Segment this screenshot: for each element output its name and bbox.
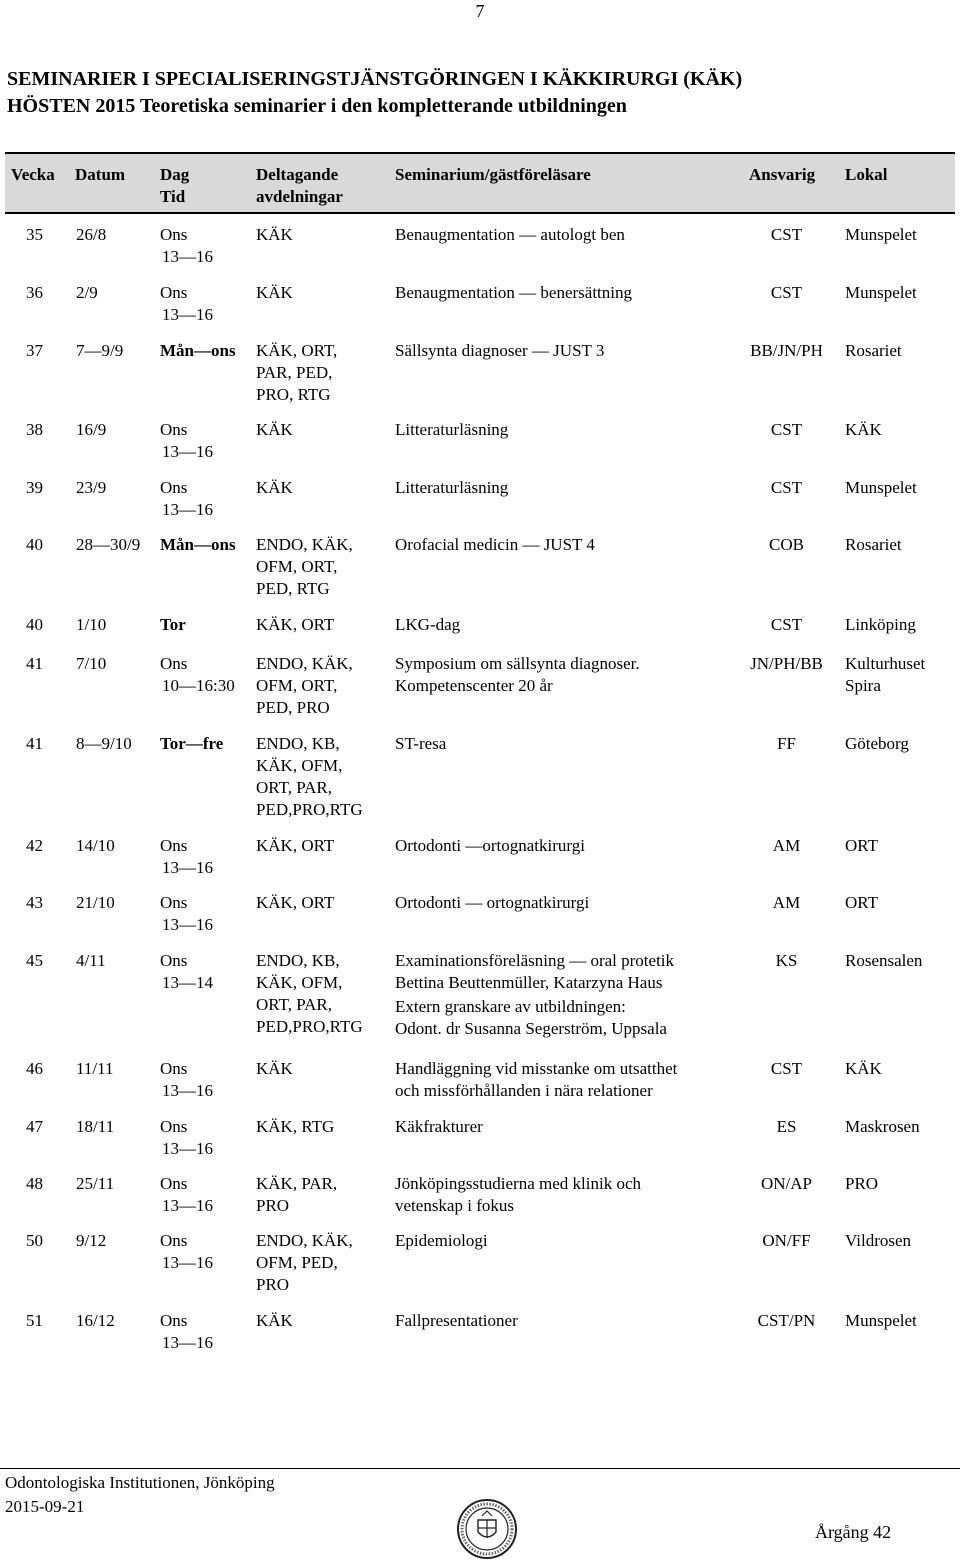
- cell-avdelningar-line: PED,PRO,RTG: [256, 1017, 363, 1036]
- cell-avdelningar-line: PRO, RTG: [256, 385, 331, 404]
- cell-dag-tid-line: Ons: [160, 836, 188, 855]
- cell-avdelningar: [256, 534, 353, 600]
- cell-vecka: [26, 1230, 43, 1252]
- cell-vecka: [26, 653, 43, 675]
- cell-avdelningar-line: KÄK: [256, 1311, 293, 1330]
- cell-datum-line: 18/11: [76, 1117, 115, 1136]
- cell-vecka: [26, 1310, 43, 1332]
- cell-datum-line: 1/10: [76, 615, 107, 634]
- cell-seminarium: [395, 477, 508, 499]
- cell-dag-tid-line: 13—16: [162, 1196, 213, 1215]
- cell-vecka: [26, 534, 43, 556]
- footer-divider: [0, 1468, 960, 1469]
- document-title-line-1: SEMINARIER I SPECIALISERINGSTJÄNSTGÖRINGEN I KÄKKIRURGI (KÄK): [7, 68, 743, 90]
- header-lokal: Lokal: [845, 165, 888, 184]
- cell-datum-line: 7/10: [76, 654, 107, 673]
- cell-dag-tid: [160, 835, 213, 879]
- cell-ansvarig-line: JN/PH/BB: [750, 654, 823, 673]
- cell-vecka: [26, 224, 43, 246]
- cell-ansvarig-line: CST: [770, 420, 803, 439]
- cell-seminarium-line: och missförhållanden i nära relationer: [395, 1081, 653, 1100]
- cell-dag-tid: [160, 534, 236, 556]
- cell-lokal-line: ORT: [845, 893, 878, 912]
- cell-lokal: [845, 1058, 882, 1080]
- cell-dag-tid-line: Ons: [160, 1059, 188, 1078]
- cell-datum-line: 21/10: [76, 893, 115, 912]
- cell-dag-tid: [160, 340, 236, 362]
- cell-dag-tid-line: Mån—ons: [160, 341, 236, 360]
- cell-lokal: [845, 224, 917, 246]
- cell-seminarium-line: Litteraturläsning: [395, 420, 509, 439]
- cell-datum-line: 23/9: [76, 478, 107, 497]
- cell-vecka-line: 47: [26, 1117, 43, 1136]
- cell-vecka: [26, 950, 43, 972]
- cell-datum: [76, 282, 98, 304]
- cell-datum: [76, 224, 106, 246]
- header-datum: Datum: [75, 165, 126, 184]
- cell-lokal: [845, 614, 916, 636]
- cell-seminarium: [395, 733, 446, 755]
- cell-vecka: [26, 340, 43, 362]
- cell-vecka-line: 40: [26, 615, 43, 634]
- cell-lokal: [845, 419, 882, 441]
- cell-vecka-line: 48: [26, 1174, 43, 1193]
- cell-seminarium-line: Bettina Beuttenmüller, Katarzyna Haus: [395, 973, 663, 992]
- cell-avdelningar-line: ENDO, KÄK,: [256, 654, 353, 673]
- cell-ansvarig-line: ON/FF: [762, 1231, 811, 1250]
- cell-dag-tid-line: 13—16: [162, 915, 213, 934]
- cell-datum: [76, 733, 132, 755]
- cell-vecka: [26, 1058, 43, 1080]
- cell-datum: [76, 1310, 115, 1332]
- cell-avdelningar: [256, 1230, 353, 1296]
- cell-vecka-line: 40: [26, 535, 43, 554]
- footer-date: 2015-09-21: [5, 1497, 85, 1516]
- cell-dag-tid-line: Ons: [160, 1231, 188, 1250]
- cell-avdelningar-line: PRO: [256, 1275, 290, 1294]
- header-dag: Dag: [160, 165, 190, 184]
- cell-datum: [76, 892, 115, 914]
- cell-vecka-line: 41: [26, 734, 43, 753]
- header-ansvarig: Ansvarig: [749, 165, 816, 184]
- cell-dag-tid-line: Ons: [160, 1117, 188, 1136]
- cell-avdelningar: [256, 614, 334, 636]
- cell-lokal: [845, 1116, 920, 1138]
- cell-avdelningar: [256, 477, 293, 499]
- cell-lokal-line: KÄK: [845, 420, 882, 439]
- cell-lokal-line: PRO: [845, 1174, 879, 1193]
- cell-seminarium-line: Benaugmentation — autologt ben: [395, 225, 625, 244]
- cell-datum-line: 8—9/10: [76, 734, 132, 753]
- header-seminarium: Seminarium/gästföreläsare: [395, 165, 591, 184]
- cell-dag-tid: [160, 477, 213, 521]
- cell-ansvarig-line: CST: [770, 478, 803, 497]
- cell-dag-tid-line: 13—16: [162, 858, 213, 877]
- cell-avdelningar: [256, 1116, 334, 1138]
- cell-lokal: [845, 733, 909, 755]
- cell-seminarium: [395, 340, 604, 362]
- cell-dag-tid-line: Ons: [160, 1311, 188, 1330]
- cell-dag-tid: [160, 419, 213, 463]
- cell-seminarium-line: Fallpresentationer: [395, 1311, 518, 1330]
- cell-datum: [76, 614, 106, 636]
- cell-datum-line: 16/12: [76, 1311, 115, 1330]
- cell-datum-line: 4/11: [76, 951, 106, 970]
- cell-lokal: [845, 477, 917, 499]
- cell-seminarium-line: Orofacial medicin — JUST 4: [395, 535, 595, 554]
- cell-seminarium-line: Odont. dr Susanna Segerström, Uppsala: [395, 1019, 667, 1038]
- cell-ansvarig: [735, 1230, 838, 1252]
- cell-dag-tid-line: Ons: [160, 225, 188, 244]
- cell-datum-line: 9/12: [76, 1231, 107, 1250]
- cell-ansvarig: [735, 835, 838, 857]
- cell-lokal: [845, 1173, 878, 1195]
- cell-ansvarig: [735, 653, 838, 675]
- cell-avdelningar-line: OFM, ORT,: [256, 676, 338, 695]
- header-tid: Tid: [160, 187, 186, 206]
- cell-ansvarig: [735, 733, 838, 755]
- cell-dag-tid-line: 13—16: [162, 247, 213, 266]
- cell-avdelningar-line: KÄK: [256, 478, 293, 497]
- cell-dag-tid: [160, 1310, 213, 1354]
- cell-vecka: [26, 733, 43, 755]
- cell-lokal: [845, 892, 878, 914]
- cell-dag-tid-line: 13—16: [162, 442, 213, 461]
- cell-avdelningar: [256, 950, 363, 1038]
- cell-lokal: [845, 534, 902, 556]
- cell-avdelningar-line: PED, PRO: [256, 698, 330, 717]
- cell-dag-tid: [160, 1116, 213, 1160]
- cell-avdelningar-line: KÄK: [256, 283, 293, 302]
- cell-dag-tid: [160, 1173, 213, 1217]
- cell-lokal-line: Rosariet: [845, 535, 902, 554]
- cell-seminarium-line: Ortodonti —ortognatkirurgi: [395, 836, 585, 855]
- cell-vecka: [26, 282, 43, 304]
- cell-vecka-line: 42: [26, 836, 43, 855]
- cell-ansvarig: [735, 477, 838, 499]
- cell-seminarium: [395, 224, 625, 246]
- cell-seminarium-line: vetenskap i fokus: [395, 1196, 514, 1215]
- cell-avdelningar-line: PAR, PED,: [256, 363, 333, 382]
- cell-ansvarig: [735, 614, 838, 636]
- cell-vecka-line: 50: [26, 1231, 43, 1250]
- cell-lokal-line: Munspelet: [845, 478, 917, 497]
- cell-dag-tid-line: 10—16:30: [162, 676, 235, 695]
- cell-seminarium: [395, 1173, 641, 1217]
- cell-dag-tid: [160, 614, 186, 636]
- cell-lokal-line: Munspelet: [845, 283, 917, 302]
- cell-vecka: [26, 1116, 43, 1138]
- cell-lokal-line: KÄK: [845, 1059, 882, 1078]
- cell-datum: [76, 835, 115, 857]
- cell-datum-line: 16/9: [76, 420, 107, 439]
- cell-dag-tid: [160, 224, 213, 268]
- cell-ansvarig-line: CST: [770, 225, 803, 244]
- footer-institution: Odontologiska Institutionen, Jönköping: [5, 1473, 275, 1492]
- cell-ansvarig: [735, 282, 838, 304]
- cell-ansvarig-line: CST/PN: [757, 1311, 816, 1330]
- cell-datum-line: 11/11: [76, 1059, 114, 1078]
- cell-avdelningar-line: KÄK, ORT,: [256, 341, 338, 360]
- cell-lokal-line: Munspelet: [845, 1311, 917, 1330]
- cell-dag-tid-line: Ons: [160, 1174, 188, 1193]
- table-header: [5, 152, 955, 214]
- cell-ansvarig: [735, 340, 838, 362]
- cell-avdelningar: [256, 1058, 293, 1080]
- cell-vecka-line: 41: [26, 654, 43, 673]
- cell-ansvarig-line: CST: [770, 1059, 803, 1078]
- cell-dag-tid-line: Mån—ons: [160, 535, 236, 554]
- cell-datum: [76, 534, 140, 556]
- cell-dag-tid: [160, 892, 213, 936]
- cell-dag-tid-line: 13—16: [162, 1253, 213, 1272]
- cell-avdelningar-line: KÄK, ORT: [256, 615, 335, 634]
- cell-seminarium-line: LKG-dag: [395, 615, 461, 634]
- cell-datum-line: 28—30/9: [76, 535, 141, 554]
- institution-seal-icon: [456, 1498, 518, 1560]
- cell-avdelningar-line: PED, RTG: [256, 579, 330, 598]
- cell-datum-line: 14/10: [76, 836, 115, 855]
- cell-avdelningar-line: PRO: [256, 1196, 290, 1215]
- cell-avdelningar: [256, 340, 337, 406]
- cell-avdelningar-line: KÄK: [256, 420, 293, 439]
- cell-lokal-line: Rosariet: [845, 341, 902, 360]
- cell-lokal-line: Rosensalen: [845, 951, 923, 970]
- cell-ansvarig-line: CST: [770, 283, 803, 302]
- cell-datum: [76, 1058, 113, 1080]
- document-title-line-2: HÖSTEN 2015 Teoretiska seminarier i den kompletterande utbildningen: [7, 95, 627, 117]
- cell-avdelningar: [256, 224, 293, 246]
- cell-datum-line: 7—9/9: [76, 341, 124, 360]
- cell-lokal: [845, 1310, 917, 1332]
- cell-dag-tid-line: 13—14: [162, 973, 213, 992]
- cell-avdelningar-line: ENDO, KÄK,: [256, 535, 353, 554]
- cell-vecka-line: 46: [26, 1059, 43, 1078]
- cell-seminarium-line: Ortodonti — ortognatkirurgi: [395, 893, 590, 912]
- cell-dag-tid: [160, 282, 213, 326]
- cell-seminarium: [395, 534, 595, 556]
- cell-ansvarig: [735, 1173, 838, 1195]
- cell-lokal-line: Linköping: [845, 615, 916, 634]
- cell-lokal: [845, 835, 878, 857]
- cell-dag-tid-line: Ons: [160, 283, 188, 302]
- cell-datum: [76, 1173, 114, 1195]
- cell-dag-tid-line: Ons: [160, 654, 188, 673]
- cell-avdelningar: [256, 1310, 293, 1332]
- cell-dag-tid: [160, 1230, 213, 1274]
- cell-datum: [76, 419, 106, 441]
- cell-lokal: [845, 1230, 911, 1252]
- cell-avdelningar-line: OFM, ORT,: [256, 557, 338, 576]
- cell-vecka-line: 39: [26, 478, 43, 497]
- cell-dag-tid: [160, 653, 235, 697]
- cell-ansvarig-line: BB/JN/PH: [750, 341, 823, 360]
- cell-avdelningar-line: ORT, PAR,: [256, 778, 332, 797]
- cell-dag-tid-line: Ons: [160, 478, 188, 497]
- header-vecka: Vecka: [11, 165, 55, 184]
- cell-avdelningar: [256, 1173, 337, 1217]
- cell-seminarium: [395, 419, 508, 441]
- cell-ansvarig: [735, 892, 838, 914]
- cell-lokal-line: Göteborg: [845, 734, 909, 753]
- cell-ansvarig-line: ES: [776, 1117, 797, 1136]
- cell-avdelningar: [256, 282, 293, 304]
- cell-lokal-line: ORT: [845, 836, 878, 855]
- cell-vecka-line: 37: [26, 341, 43, 360]
- cell-ansvarig-line: COB: [769, 535, 804, 554]
- header-deltagande: Deltagande: [256, 165, 339, 184]
- cell-seminarium-line: Litteraturläsning: [395, 478, 509, 497]
- cell-datum: [76, 1116, 114, 1138]
- cell-dag-tid-line: 13—16: [162, 1333, 213, 1352]
- cell-ansvarig: [735, 534, 838, 556]
- cell-ansvarig: [735, 950, 838, 972]
- cell-vecka-line: 43: [26, 893, 43, 912]
- cell-ansvarig-line: KS: [775, 951, 798, 970]
- cell-seminarium: [395, 892, 589, 914]
- cell-seminarium: [395, 1058, 677, 1102]
- cell-ansvarig: [735, 419, 838, 441]
- cell-datum: [76, 477, 106, 499]
- cell-seminarium: [395, 614, 460, 636]
- cell-avdelningar-line: KÄK, RTG: [256, 1117, 335, 1136]
- cell-avdelningar: [256, 892, 334, 914]
- cell-seminarium: [395, 1116, 483, 1138]
- cell-vecka: [26, 419, 43, 441]
- cell-avdelningar: [256, 653, 353, 719]
- cell-datum: [76, 653, 106, 675]
- cell-avdelningar-line: KÄK: [256, 225, 293, 244]
- cell-avdelningar-line: KÄK, OFM,: [256, 756, 343, 775]
- cell-vecka: [26, 835, 43, 857]
- cell-vecka-line: 38: [26, 420, 43, 439]
- cell-seminarium: [395, 653, 640, 697]
- cell-dag-tid-line: 13—16: [162, 500, 213, 519]
- cell-vecka: [26, 477, 43, 499]
- cell-seminarium-line: Käkfrakturer: [395, 1117, 483, 1136]
- cell-lokal: [845, 950, 922, 972]
- cell-ansvarig: [735, 1310, 838, 1332]
- cell-dag-tid-line: 13—16: [162, 1081, 213, 1100]
- cell-dag-tid: [160, 950, 213, 994]
- cell-ansvarig-line: FF: [777, 734, 796, 753]
- cell-dag-tid-line: Tor: [160, 615, 186, 634]
- cell-seminarium-line: Extern granskare av utbildningen:: [395, 997, 626, 1016]
- cell-ansvarig-line: ON/AP: [760, 1174, 812, 1193]
- cell-seminarium-line: Epidemiologi: [395, 1231, 488, 1250]
- cell-lokal-line: Vildrosen: [845, 1231, 912, 1250]
- cell-lokal-line: Kulturhuset: [845, 654, 926, 673]
- cell-datum-line: 25/11: [76, 1174, 115, 1193]
- cell-avdelningar-line: ENDO, KB,: [256, 951, 340, 970]
- cell-avdelningar: [256, 835, 334, 857]
- cell-avdelningar-line: KÄK, PAR,: [256, 1174, 338, 1193]
- cell-ansvarig-line: AM: [772, 836, 801, 855]
- cell-vecka: [26, 614, 43, 636]
- cell-vecka: [26, 892, 43, 914]
- cell-dag-tid: [160, 733, 223, 755]
- cell-dag-tid: [160, 1058, 213, 1102]
- cell-avdelningar: [256, 733, 363, 821]
- cell-seminarium-line: Examinationsföreläsning — oral protetik: [395, 951, 675, 970]
- cell-seminarium: [395, 1310, 518, 1332]
- cell-vecka-line: 45: [26, 951, 43, 970]
- cell-ansvarig-line: AM: [772, 893, 801, 912]
- cell-vecka-line: 35: [26, 225, 43, 244]
- cell-vecka: [26, 1173, 43, 1195]
- cell-seminarium-line: Sällsynta diagnoser — JUST 3: [395, 341, 605, 360]
- cell-dag-tid-line: 13—16: [162, 1139, 213, 1158]
- cell-ansvarig-line: CST: [770, 615, 803, 634]
- cell-datum: [76, 1230, 106, 1252]
- cell-seminarium: [395, 950, 674, 1040]
- cell-seminarium-line: Benaugmentation — benersättning: [395, 283, 632, 302]
- page-number: 7: [475, 1, 485, 21]
- cell-avdelningar-line: OFM, PED,: [256, 1253, 338, 1272]
- cell-avdelningar-line: KÄK, ORT: [256, 836, 335, 855]
- cell-seminarium-line: Kompetenscenter 20 år: [395, 676, 553, 695]
- cell-lokal-line: Maskrosen: [845, 1117, 920, 1136]
- cell-avdelningar-line: KÄK, OFM,: [256, 973, 343, 992]
- header-avdelningar: avdelningar: [256, 187, 343, 206]
- cell-lokal: [845, 282, 917, 304]
- cell-datum: [76, 950, 106, 972]
- cell-seminarium-line: Handläggning vid misstanke om utsatthet: [395, 1059, 678, 1078]
- cell-ansvarig: [735, 224, 838, 246]
- cell-avdelningar-line: KÄK: [256, 1059, 293, 1078]
- cell-datum: [76, 340, 123, 362]
- cell-dag-tid-line: 13—16: [162, 305, 213, 324]
- cell-avdelningar: [256, 419, 293, 441]
- cell-seminarium: [395, 1230, 488, 1252]
- cell-vecka-line: 36: [26, 283, 43, 302]
- cell-dag-tid-line: Tor—fre: [160, 734, 224, 753]
- cell-dag-tid-line: Ons: [160, 420, 188, 439]
- cell-seminarium-line: ST-resa: [395, 734, 447, 753]
- cell-datum-line: 26/8: [76, 225, 107, 244]
- cell-ansvarig: [735, 1058, 838, 1080]
- cell-seminarium-line: Jönköpingsstudierna med klinik och: [395, 1174, 642, 1193]
- cell-avdelningar-line: ENDO, KB,: [256, 734, 340, 753]
- cell-vecka-line: 51: [26, 1311, 43, 1330]
- cell-lokal-line: Munspelet: [845, 225, 917, 244]
- cell-dag-tid-line: Ons: [160, 951, 188, 970]
- cell-seminarium: [395, 835, 585, 857]
- cell-avdelningar-line: KÄK, ORT: [256, 893, 335, 912]
- cell-lokal: [845, 340, 902, 362]
- footer-year-label: Årgång 42: [815, 1522, 892, 1542]
- cell-lokal: [845, 653, 925, 697]
- cell-ansvarig: [735, 1116, 838, 1138]
- cell-avdelningar-line: ENDO, KÄK,: [256, 1231, 353, 1250]
- cell-avdelningar-line: PED,PRO,RTG: [256, 800, 363, 819]
- cell-lokal-line: Spira: [845, 676, 881, 695]
- cell-datum-line: 2/9: [76, 283, 98, 302]
- cell-seminarium: [395, 282, 632, 304]
- cell-avdelningar-line: ORT, PAR,: [256, 995, 332, 1014]
- cell-seminarium-line: Symposium om sällsynta diagnoser.: [395, 654, 640, 673]
- cell-dag-tid-line: Ons: [160, 893, 188, 912]
